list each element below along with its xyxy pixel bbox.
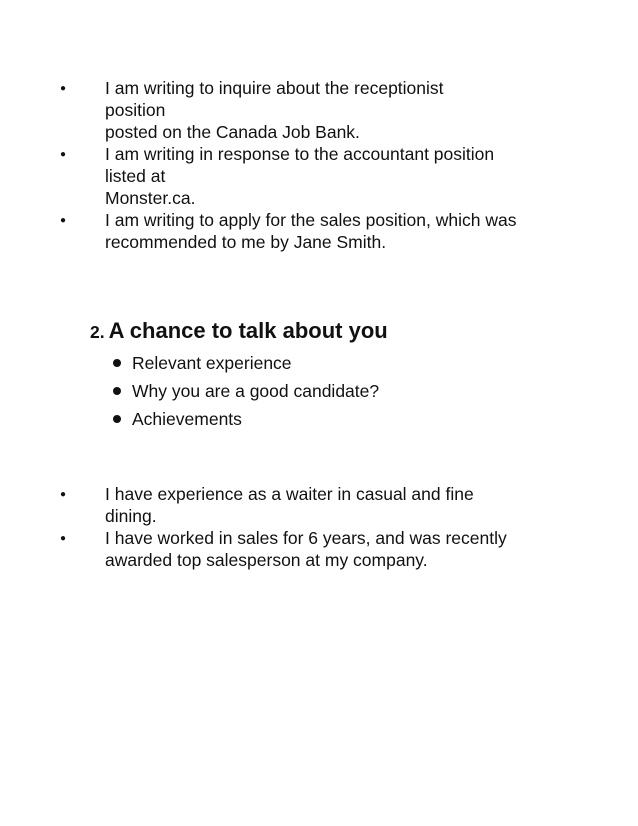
list-item-line: Monster.ca. [105,188,196,208]
list-item-line: position [105,100,166,120]
section-heading [90,318,388,344]
bullet-icon: ● [60,215,67,226]
list-item [58,483,575,527]
section-points-list [110,349,379,433]
list-item [58,143,575,209]
intro-examples-list [58,77,575,253]
section-number: 2. [90,322,105,342]
bullet-icon: ● [60,489,67,500]
bullet-icon [113,359,121,367]
list-item-line: dining. [105,506,157,526]
bullet-icon: ● [60,149,67,160]
bullet-icon: ● [60,533,67,544]
list-item-line: I am writing in response to the accountant position [105,144,495,164]
section-title: A chance to talk about you [108,318,388,343]
list-item-line: listed at [105,166,166,186]
experience-examples-list [58,483,575,571]
list-item-line: I have experience as a waiter in casual and fine [105,484,474,504]
bullet-icon: ● [60,83,67,94]
list-item-line: I am writing to inquire about the receptionist [105,78,444,98]
list-item-line: I am writing to apply for the sales position, which was [105,210,517,230]
list-item [58,209,575,253]
list-item-line: I have worked in sales for 6 years, and was recently [105,528,507,548]
list-item-label: Relevant experience [132,353,292,373]
list-item [110,349,379,377]
bullet-icon [113,387,121,395]
list-item [58,77,575,143]
list-item-line: recommended to me by Jane Smith. [105,232,387,252]
bullet-icon [113,415,121,423]
list-item-line: posted on the Canada Job Bank. [105,122,360,142]
list-item-label: Achievements [132,409,242,429]
list-item [58,527,575,571]
list-item [110,405,379,433]
list-item [110,377,379,405]
list-item-label: Why you are a good candidate? [132,381,380,401]
list-item-line: awarded top salesperson at my company. [105,550,428,570]
